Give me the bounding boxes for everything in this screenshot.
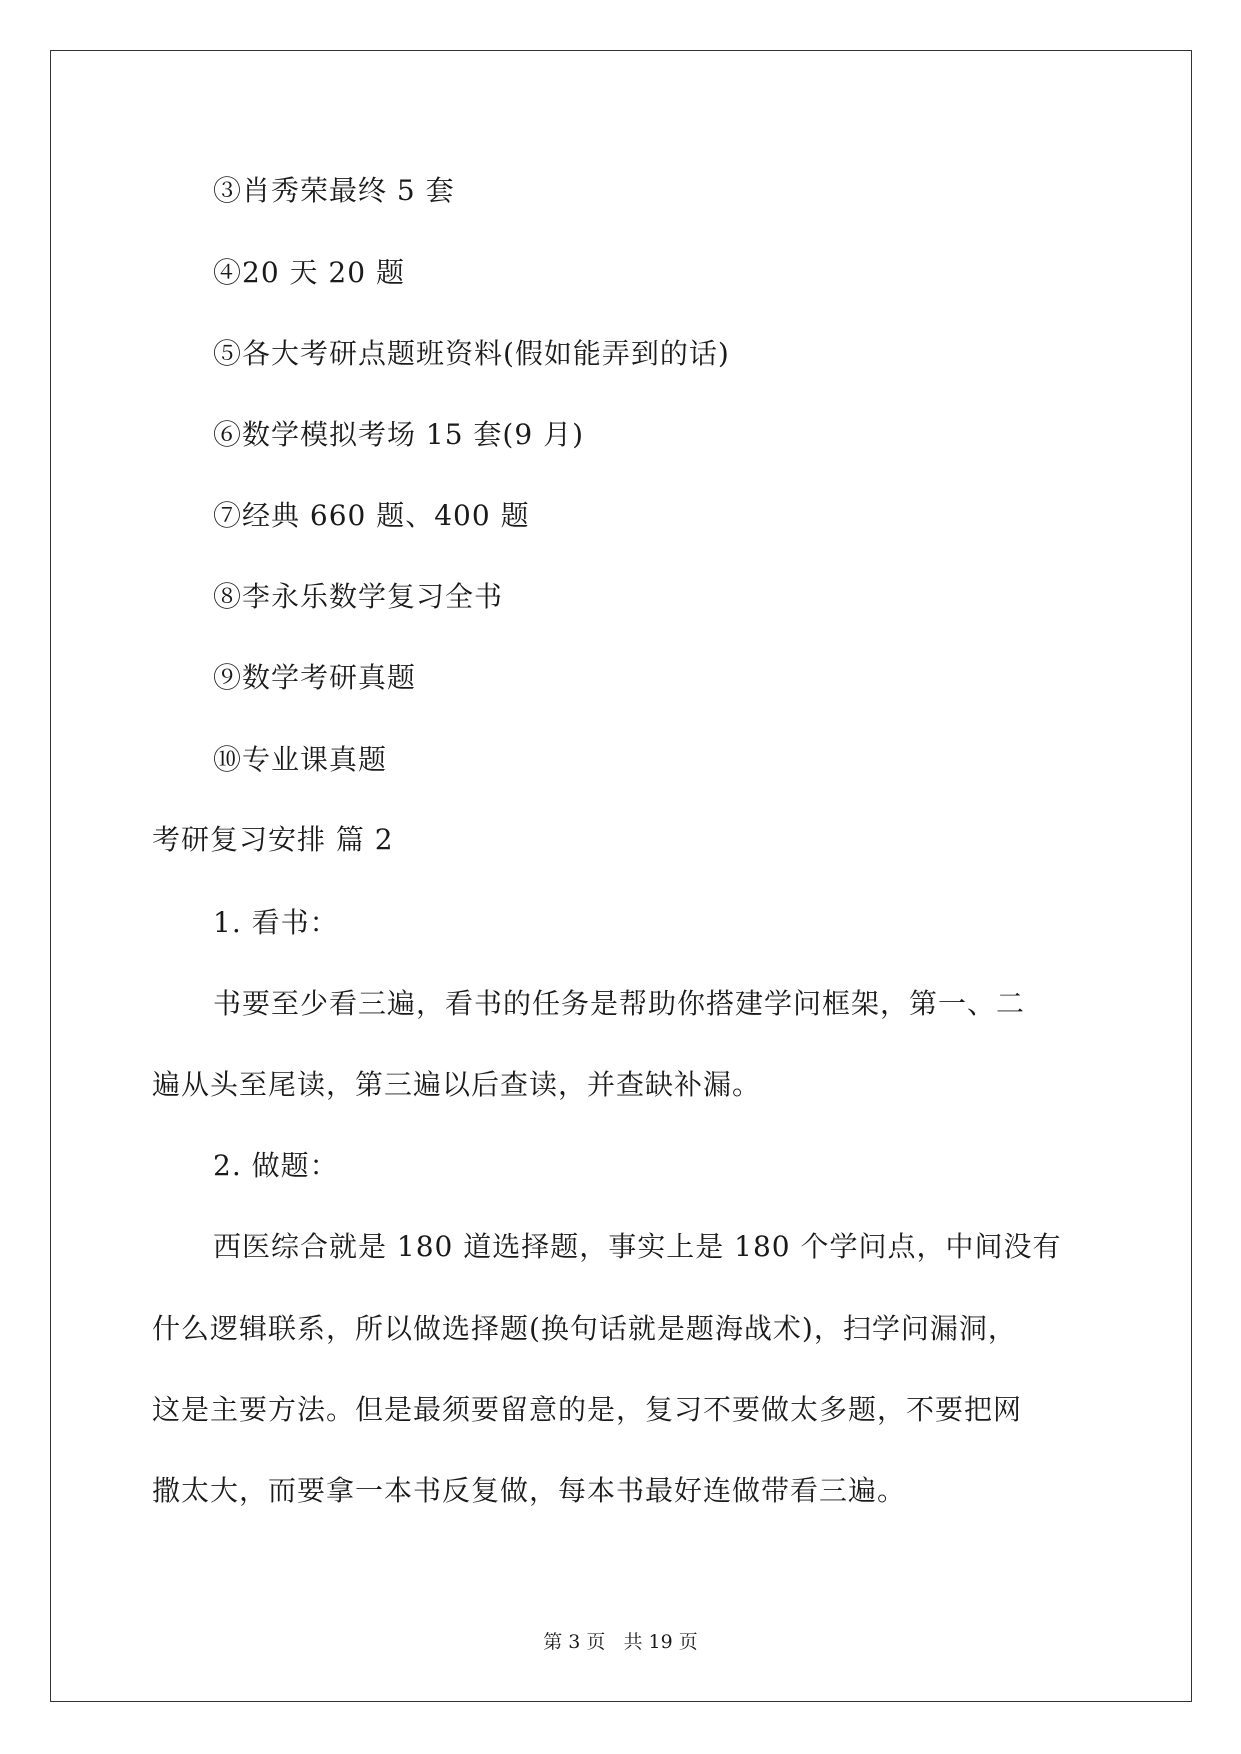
list-item-4: ④20 天 20 题: [213, 256, 405, 289]
heading-read-books: 1. 看书：: [213, 906, 339, 939]
heading-do-exercises: 2. 做题：: [213, 1149, 339, 1182]
paragraph-2-line-3: 这是主要方法。但是最须要留意的是，复习不要做太多题，不要把网: [152, 1393, 1023, 1426]
list-item-6: ⑥数学模拟考场 15 套(9 月): [213, 418, 584, 451]
list-item-3: ③肖秀荣最终 5 套: [213, 174, 455, 207]
list-item-10: ⑩专业课真题: [213, 743, 388, 776]
paragraph-2-line-4: 撒太大，而要拿一本书反复做，每本书最好连做带看三遍。: [152, 1474, 907, 1507]
paragraph-1-line-1: 书要至少看三遍，看书的任务是帮助你搭建学问框架，第一、二: [213, 987, 1026, 1020]
page-footer: 第 3 页 共 19 页: [543, 1631, 698, 1653]
list-item-9: ⑨数学考研真题: [213, 661, 417, 694]
paragraph-2-line-2: 什么逻辑联系，所以做选择题(换句话就是题海战术)，扫学问漏洞，: [152, 1312, 1017, 1345]
page-border: [50, 50, 1192, 1702]
list-item-8: ⑧李永乐数学复习全书: [213, 580, 504, 613]
paragraph-2-line-1: 西医综合就是 180 道选择题，事实上是 180 个学问点，中间没有: [213, 1230, 1062, 1263]
paragraph-1-line-2: 遍从头至尾读，第三遍以后查读，并查缺补漏。: [152, 1068, 762, 1101]
section-title: 考研复习安排 篇 2: [152, 823, 394, 856]
list-item-5: ⑤各大考研点题班资料(假如能弄到的话): [213, 337, 730, 370]
list-item-7: ⑦经典 660 题、400 题: [213, 499, 530, 532]
